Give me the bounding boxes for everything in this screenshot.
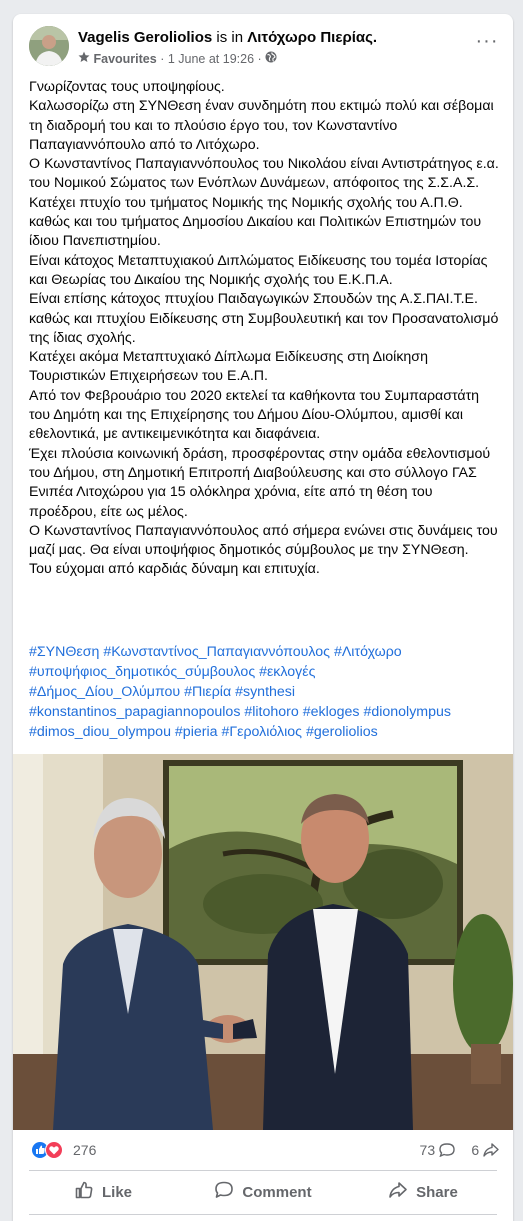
post-timestamp[interactable]: 1 June at 19:26 (167, 51, 255, 66)
post-paragraph: Είναι επίσης κάτοχος πτυχίου Παιδαγωγικών Σπουδών της Α.Σ.ΠΑΙ.Τ.Ε. καθώς και πτυχίου Ειδίκευσης στη Συμβουλευτική και τον Προσανατολισμό της ίδιας σχολής. (29, 291, 499, 346)
like-button[interactable] (23, 1174, 183, 1210)
comment-icon (214, 1180, 234, 1204)
star-icon (78, 51, 90, 67)
divider (29, 1170, 497, 1171)
post-paragraph: Είναι κάτοχος Μεταπτυχιακού Διπλώματος Ειδίκευσης του τομέα Ιστορίας και Θεωρίας του Δικαίου της Νομικής σχολής του Ε.Κ.Π.Α. (29, 252, 488, 288)
share-count-icon (483, 1142, 499, 1158)
hashtag-line[interactable]: #υποψήφιος_δημοτικός_σύμβουλος #εκλογές (29, 664, 316, 680)
share-count[interactable] (471, 1142, 499, 1158)
is-in-text: is in (212, 29, 248, 46)
share-button[interactable] (343, 1174, 503, 1210)
hashtag-line[interactable]: #ΣΥΝΘεση #Κωνσταντίνος_Παπαγιαννόπουλος #Λιτόχωρο (29, 644, 402, 660)
meta-separator: · (160, 51, 165, 66)
post-meta (78, 50, 277, 67)
hashtag-block (29, 642, 503, 742)
reaction-icons[interactable] (31, 1141, 71, 1159)
post-paragraph: Κατέχει πτυχίο του τμήματος Νομικής της Νομικής σχολής του Α.Π.Θ. καθώς και του τμήματος Δημοσίου Δικαίου και Πολιτικών Επιστημών του ίδιου Πανεπιστημίου. (29, 194, 482, 250)
post-photo[interactable] (13, 754, 513, 1130)
post-card (13, 14, 513, 1221)
share-icon (388, 1180, 408, 1204)
author-name[interactable]: Vagelis Geroliolios (78, 29, 213, 46)
author-line (78, 28, 377, 47)
post-paragraph: Από τον Φεβρουάριο του 2020 εκτελεί τα καθήκοντα του Συμπαραστάτη του Δημότη και της Επιχείρησης του Δήμου Δίου-Ολύμπου, αμισθί και εθελοντικά, με αντικειμενικότητα και διαφάνεια. (29, 387, 480, 443)
post-paragraph: Ο Κωνσταντίνος Παπαγιαννόπουλος από σήμερα ενώνει στις δυνάμεις του μαζί μας. Θα είναι υποψήφιος δημοτικός σύμβουλος με την ΣΥΝΘεση. (29, 522, 498, 559)
post-body (29, 78, 503, 580)
post-paragraph: Του εύχομαι από καρδιάς δύναμη και επιτυχία. (29, 561, 320, 578)
comment-button[interactable] (183, 1174, 343, 1210)
comment-label: Comment (242, 1183, 312, 1201)
location-link[interactable]: Λιτόχωρο Πιερίας. (247, 29, 378, 46)
post-paragraph: Έχει πλούσια κοινωνική δράση, προσφέροντας στην ομάδα εθελοντισμού του Δήμου, στη Δημοτική Επιτροπή Διαβούλευσης και στο σύλλογο ΓΑΣ Ενιπέα Λιτοχώρου για 15 ολόκληρα χρόνια, είτε από τη θέση του προέδρου, είτε ως μέλος. (29, 445, 491, 520)
action-bar (13, 1174, 513, 1210)
like-label: Like (101, 1183, 132, 1201)
love-reaction-icon (46, 1142, 63, 1159)
more-options-button[interactable]: ··· (475, 30, 499, 52)
post-paragraph: Γνωρίζοντας τους υποψηφίους. (29, 79, 225, 95)
hashtag-line[interactable]: #Δήμος_Δίου_Ολύμπου #Πιερία #synthesi (29, 684, 296, 700)
share-label: Share (416, 1183, 458, 1201)
comment-count-icon (439, 1142, 455, 1158)
share-count-value: 6 (471, 1142, 480, 1158)
hashtag-line[interactable]: #dimos_diou_olympou #pieria #Γερολιόλιος #geroliolios (29, 724, 378, 740)
post-paragraph: Ο Κωνσταντίνος Παπαγιαννόπουλος του Νικολάου είναι Αντιστράτηγος ε.α. του Νομικού Σώματος των Ενόπλων Δυνάμεων, απόφοιτος της Σ.Σ.Α.Σ. (29, 156, 499, 192)
hashtag-line[interactable]: #konstantinos_papagiannopoulos #litohoro #ekloges #dionolympus (29, 704, 451, 720)
post-paragraph: Κατέχει ακόμα Μεταπτυχιακό Δίπλωμα Ειδίκευσης στη Διοίκηση Τουριστικών Επιχειρήσεων του Ε.Α.Π. (29, 349, 428, 385)
globe-icon[interactable] (265, 51, 277, 67)
divider-bottom (29, 1214, 497, 1215)
thumbs-up-icon (74, 1180, 94, 1204)
post-paragraph: Καλωσορίζω στη ΣΥΝΘεση έναν συνδημότη που εκτιμώ πολύ και σέβομαι τη διαδρομή του και το πλούσιο έργο του, τον Κωνσταντίνο Παπαγιαννόπουλο από το Λιτόχωρο. (29, 98, 494, 153)
meta-separator-2: · (257, 51, 262, 66)
audience-label[interactable]: Favourites (93, 51, 157, 66)
comment-count[interactable] (420, 1142, 455, 1158)
author-avatar[interactable] (29, 26, 69, 66)
reaction-count[interactable]: 276 (73, 1142, 97, 1158)
reactions-summary (13, 1130, 513, 1170)
post-header (13, 14, 513, 76)
comment-count-value: 73 (419, 1142, 436, 1158)
